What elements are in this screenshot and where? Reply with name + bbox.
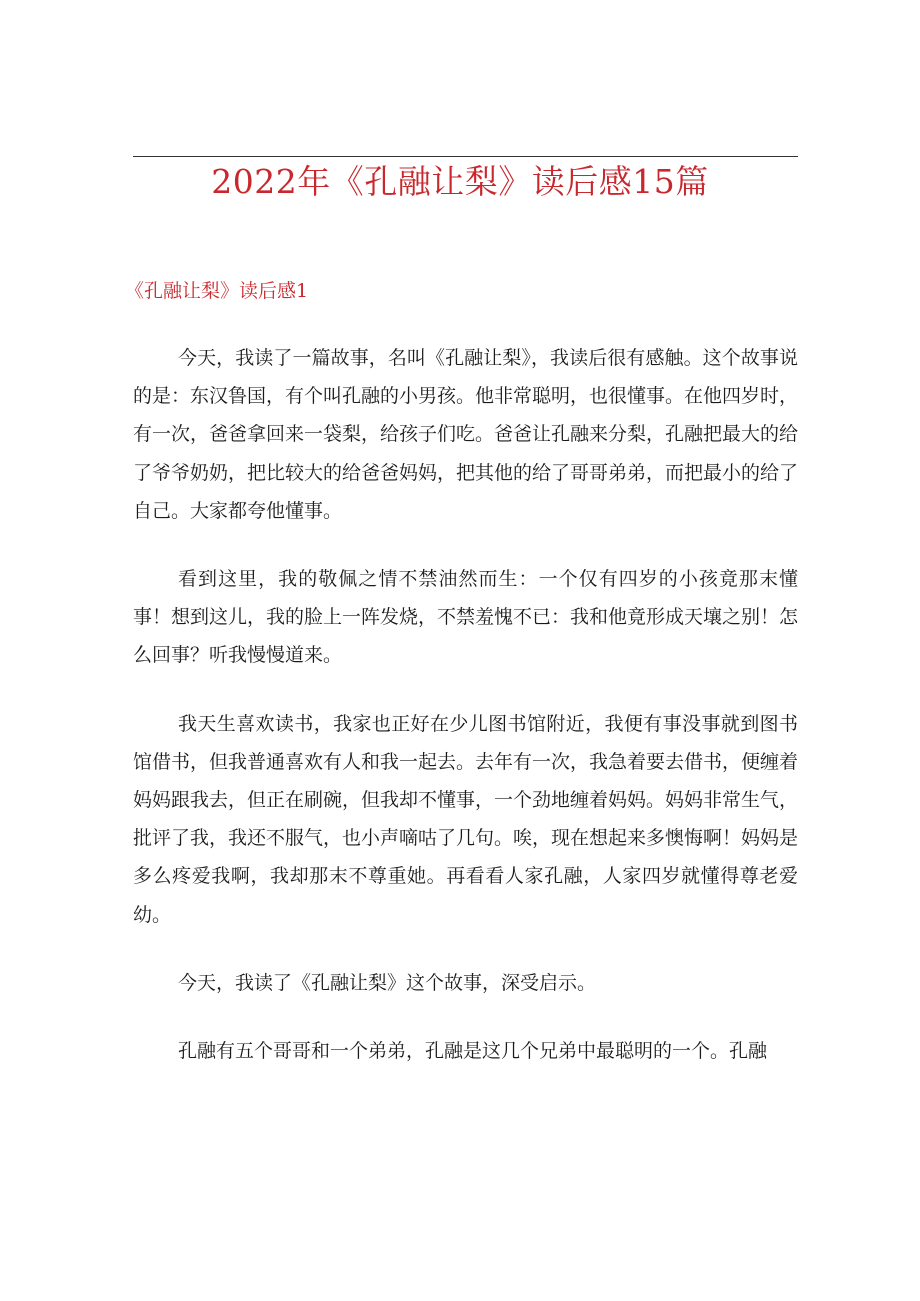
document-title: 2022年《孔融让梨》读后感15篇 [211,162,709,201]
paragraph-1: 今天，我读了一篇故事，名叫《孔融让梨》，我读后很有感触。这个故事说的是：东汉鲁国，有个叫孔融的小男孩。他非常聪明，也很懂事。在他四岁时，有一次，爸爸拿回来一袋梨，给孩子们吃。爸爸让孔融来分梨，孔融把最大的给了爷爷奶奶，把比较大的给爸爸妈妈，把其他的给了哥哥弟弟，而把最小的给了自己。大家都夸他懂事。 [133,347,799,522]
paragraph-2: 看到这里，我的敬佩之情不禁油然而生：一个仅有四岁的小孩竟那末懂事！想到这儿，我的脸上一阵发烧，不禁羞愧不已：我和他竟形成天壤之别！怎么回事？听我慢慢道来。 [133,568,799,667]
header-rule [133,156,798,157]
paragraph-3: 我天生喜欢读书，我家也正好在少儿图书馆附近，我便有事没事就到图书馆借书，但我普通喜欢有人和我一起去。去年有一次，我急着要去借书，便缠着妈妈跟我去，但正在刷碗，但我却不懂事，一个劲地缠着妈妈。妈妈非常生气，批评了我，我还不服气，也小声嘀咕了几句。唉，现在想起来多懊悔啊！妈妈是多么疼爱我啊，我却那末不尊重她。再看看人家孔融，人家四岁就懂得尊老爱幼。 [133,712,799,926]
paragraph-5: 孔融有五个哥哥和一个弟弟，孔融是这几个兄弟中最聪明的一个。孔融 [178,1040,768,1063]
paragraph-4: 今天，我读了《孔融让梨》这个故事，深受启示。 [178,971,597,994]
document-body [133,339,798,1100]
section-heading: 《孔融让梨》读后感1 [125,280,309,302]
